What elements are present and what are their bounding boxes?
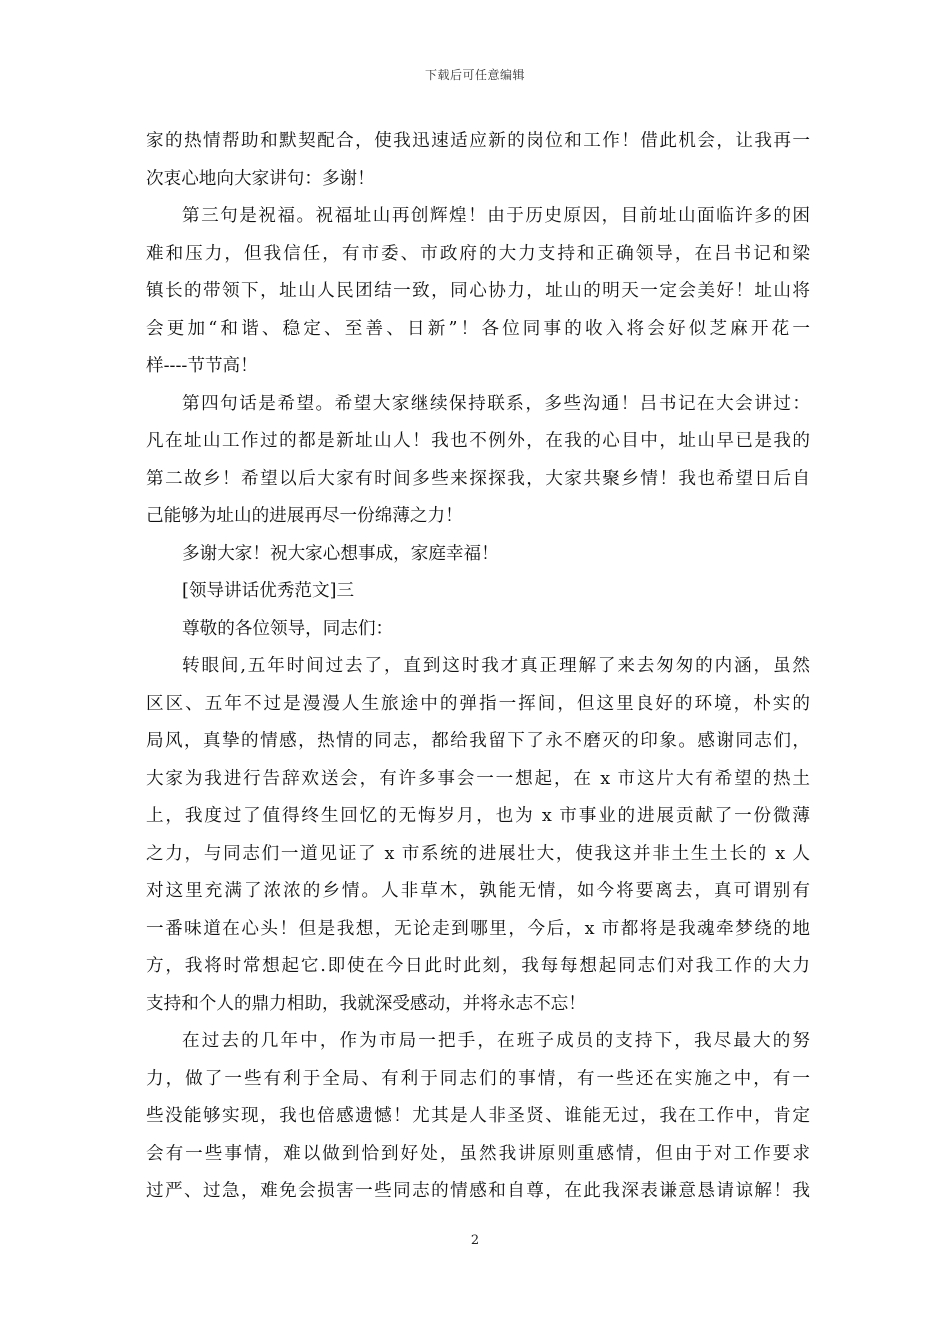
- text-line: [领导讲话优秀范文]三: [182, 581, 355, 601]
- page-number: 2: [470, 1233, 480, 1248]
- text-line: 难和压力，但我信任，有市委、市政府的大力支持和正确领导，在吕书记和梁: [146, 243, 810, 264]
- text-line: 一番味道在心头！但是我想，无论走到哪里，今后，x 市都将是我魂牵梦绕的地: [146, 918, 810, 939]
- text-line: 会更加“和谐、稳定、至善、日新”！各位同事的收入将会好似芝麻开花一: [146, 318, 810, 339]
- text-line: 家的热情帮助和默契配合，使我迅速适应新的岗位和工作！借此机会，让我再一: [146, 131, 810, 151]
- text-line: 尊敬的各位领导，同志们：: [182, 618, 394, 639]
- text-line: 上，我度过了值得终生回忆的无悔岁月，也为 x 市事业的进展贡献了一份微薄: [146, 806, 810, 826]
- text-line: 支持和个人的鼎力相助，我就深受感动，并将永志不忘！: [146, 993, 586, 1014]
- text-line: 转眼间,五年时间过去了，直到这时我才真正理解了来去匆匆的内涵，虽然: [182, 656, 810, 676]
- text-line: 对这里充满了浓浓的乡情。人非草木，孰能无情，如今将要离去，真可谓别有: [146, 881, 810, 901]
- text-line: 区区、五年不过是漫漫人生旅途中的弹指一挥间，但这里良好的环境，朴实的: [146, 693, 810, 714]
- page-header: 下载后可任意编辑: [424, 68, 525, 82]
- text-line: 大家为我进行告辞欢送会，有许多事会一一想起，在 x 市这片大有希望的热土: [146, 768, 810, 789]
- text-line: 方，我将时常想起它.即使在今日此时此刻，我每每想起同志们对我工作的大力: [146, 956, 810, 976]
- text-line: 样----节节高！: [146, 356, 258, 376]
- text-line: 凡在址山工作过的都是新址山人！我也不例外，在我的心目中，址山早已是我的: [146, 431, 810, 451]
- text-line: 过严、过急，难免会损害一些同志的情感和自尊，在此我深表谦意恳请谅解！我: [146, 1181, 810, 1201]
- text-line: 局风，真挚的情感，热情的同志，都给我留下了永不磨灭的印象。感谢同志们，: [146, 731, 810, 751]
- text-line: 些没能够实现，我也倍感遗憾！尤其是人非圣贤、谁能无过，我在工作中，肯定: [146, 1106, 810, 1126]
- text-line: 之力，与同志们一道见证了 x 市系统的进展壮大，使我这并非土生土长的 x 人: [146, 843, 810, 864]
- text-line: 第四句话是希望。希望大家继续保持联系，多些沟通！吕书记在大会讲过：: [182, 393, 810, 414]
- text-line: 第二故乡！希望以后大家有时间多些来探探我，大家共聚乡情！我也希望日后自: [146, 468, 810, 489]
- text-line: 次衷心地向大家讲句：多谢！: [146, 168, 375, 189]
- text-line: 力，做了一些有利于全局、有利于同志们的事情，有一些还在实施之中，有一: [146, 1068, 810, 1089]
- text-line: 在过去的几年中，作为市局一把手，在班子成员的支持下，我尽最大的努: [182, 1031, 810, 1051]
- text-line: 镇长的带领下，址山人民团结一致，同心协力，址山的明天一定会美好！址山将: [146, 281, 810, 301]
- document-body: [146, 123, 810, 1211]
- text-line: 己能够为址山的进展再尽一份绵薄之力！: [146, 506, 463, 526]
- text-line: 第三句是祝福。祝福址山再创辉煌！由于历史原因，目前址山面临许多的困: [182, 206, 810, 226]
- text-line: 多谢大家！祝大家心想事成，家庭幸福！: [182, 543, 499, 564]
- text-line: 会有一些事情，难以做到恰到好处，虽然我讲原则重感情，但由于对工作要求: [146, 1143, 810, 1164]
